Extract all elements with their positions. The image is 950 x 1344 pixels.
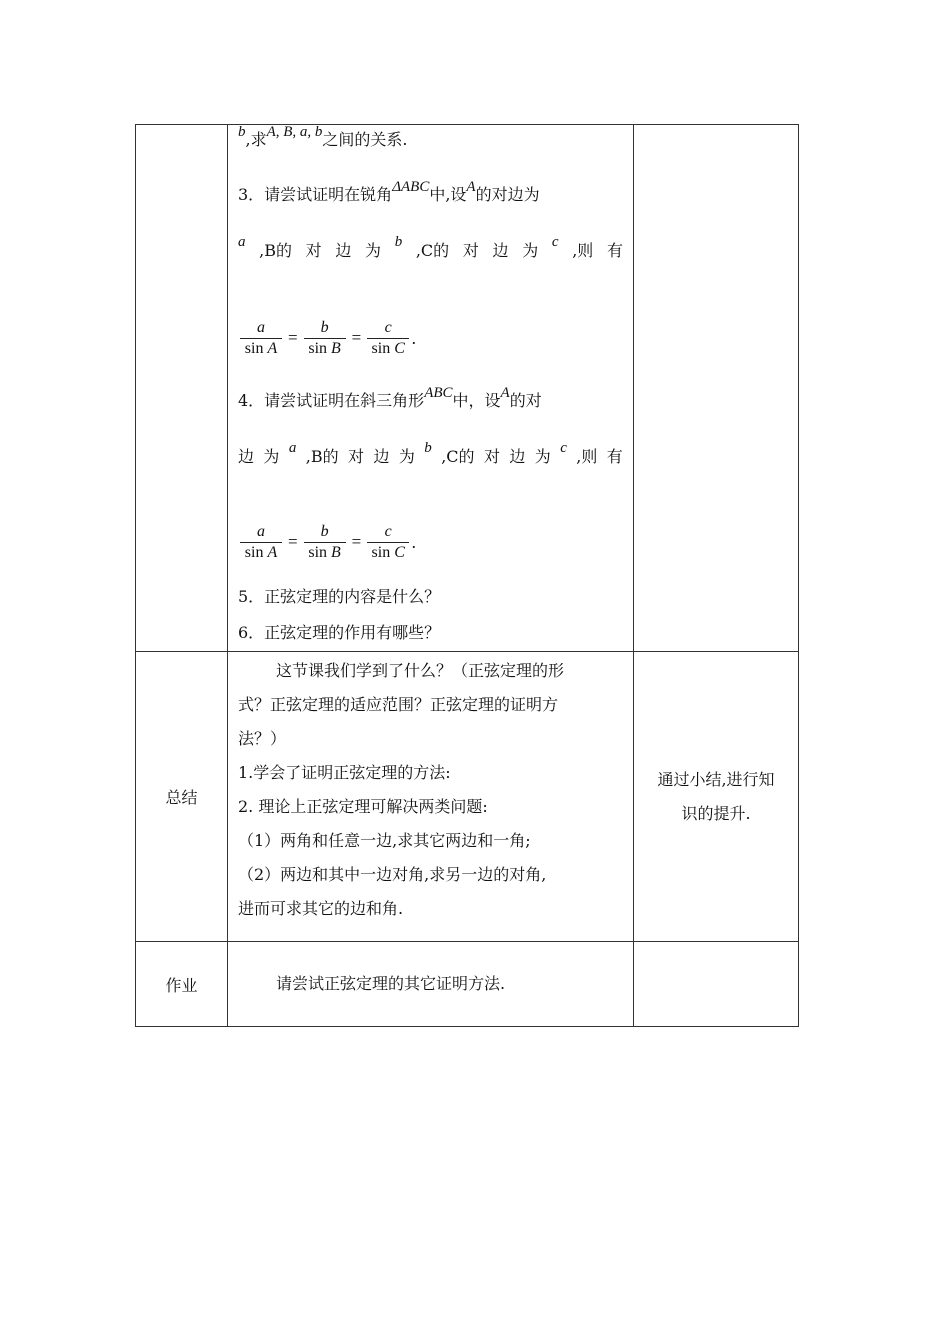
sine-law-formula-1 (238, 301, 623, 369)
question-4-line2 (238, 429, 623, 485)
word-token: 对 (305, 241, 322, 260)
homework-label: 作业 (136, 942, 228, 1027)
q4-mid: 中，设 (452, 391, 501, 410)
question-5: 5．正弦定理的内容是什么？ (238, 587, 441, 606)
word-token: ,C的 (415, 241, 450, 260)
word-token: b (394, 234, 403, 250)
fraction-b: $\frac{b}{\text{sin B}}$ (304, 320, 346, 357)
word-token: a (238, 234, 246, 250)
summary-row (136, 652, 799, 942)
word-token: 为 (398, 447, 415, 466)
triangle-abc: ABC (424, 385, 453, 401)
q3-prefix: 3．请尝试证明在锐角 (238, 185, 393, 204)
word-token: 有 (606, 241, 623, 260)
sine-law-formula-2 (238, 505, 623, 573)
word-token: 为 (522, 241, 539, 260)
fraction-b: $\frac{b}{\text{sin B}}$ (304, 524, 346, 561)
relation-end: 之间的关系. (322, 130, 408, 149)
summary-line: 式？正弦定理的适应范围？正弦定理的证明方 (238, 695, 559, 714)
equals-sign: = (288, 328, 298, 347)
word-token: 对 (462, 241, 479, 260)
question-3-line1 (238, 167, 623, 223)
q4-end: 的对 (509, 391, 542, 410)
fraction-c: $\frac{c}{\text{sin C}}$ (367, 320, 409, 357)
var-A: A (500, 385, 510, 401)
var-A: A (466, 179, 476, 195)
summary-line: （1）两角和任意一边,求其它两边和一角; (238, 831, 531, 850)
word-token: ,B的 (305, 447, 339, 466)
relation-text: ,求 (245, 130, 267, 149)
relation-line (238, 125, 623, 159)
word-token: b (424, 440, 432, 456)
word-token: 边 (373, 447, 390, 466)
q3-mid: 中,设 (429, 185, 467, 204)
summary-line: 1.学会了证明正弦定理的方法: (238, 763, 451, 782)
word-token: a (288, 440, 297, 456)
summary-line: （2）两边和其中一边对角,求另一边的对角, (238, 865, 547, 884)
word-token: ,C的 (441, 447, 475, 466)
fraction-a: $\frac{a}{\text{sin A}}$ (240, 524, 282, 561)
questions-note-cell (634, 125, 799, 652)
summary-note-line2: 识的提升. (681, 803, 751, 823)
word-token: ,B的 (259, 241, 293, 260)
word-token: 边 (492, 241, 509, 260)
equals-sign: = (351, 328, 362, 347)
questions-content-cell (228, 125, 634, 652)
word-token: ,则 (576, 447, 598, 466)
word-token: 对 (483, 447, 500, 466)
word-token: c (560, 440, 567, 456)
summary-line: 2. 理论上正弦定理可解决两类问题: (238, 797, 488, 816)
word-token: 为 (534, 447, 551, 466)
word-token: 边 (509, 447, 526, 466)
summary-line: 这节课我们学到了什么？（正弦定理的形 (276, 661, 565, 680)
summary-line: 进而可求其它的边和角. (238, 899, 404, 918)
summary-label: 总结 (136, 652, 228, 942)
word-token: 为 (365, 241, 382, 260)
equals-sign: = (288, 532, 298, 551)
period: . (411, 532, 417, 552)
summary-content-cell (228, 652, 634, 942)
q3-end: 的对边为 (475, 185, 540, 204)
fraction-a: $\frac{a}{\text{sin A}}$ (240, 320, 282, 357)
homework-text: 请尝试正弦定理的其它证明方法. (276, 974, 506, 993)
homework-row (136, 942, 799, 1027)
word-token: 对 (348, 447, 365, 466)
questions-label-cell (136, 125, 228, 652)
question-3-line2 (238, 223, 623, 279)
summary-line: 法？） (238, 729, 287, 748)
word-token: 有 (606, 447, 623, 466)
questions-row (136, 125, 799, 652)
word-token: 边 (335, 241, 352, 260)
q4-prefix: 4．请尝试证明在斜三角形 (238, 391, 425, 410)
var-b: b (238, 124, 246, 140)
word-token: 为 (263, 447, 280, 466)
fraction-c: $\frac{c}{\text{sin C}}$ (367, 524, 409, 561)
triangle-abc: ΔABC (392, 179, 430, 195)
word-token: ,则 (572, 241, 594, 260)
homework-note-cell (634, 942, 799, 1027)
summary-note-cell (634, 652, 799, 942)
summary-note-line1: 通过小结,进行知 (657, 769, 775, 789)
homework-content-cell (228, 942, 634, 1027)
equals-sign: = (351, 532, 362, 551)
word-token: c (551, 234, 559, 250)
period: . (411, 328, 417, 348)
word-token: 边 (238, 447, 255, 466)
var-list: A, B, a, b (266, 124, 323, 140)
question-6: 6．正弦定理的作用有哪些？ (238, 623, 441, 642)
lesson-plan-table (135, 124, 799, 1027)
